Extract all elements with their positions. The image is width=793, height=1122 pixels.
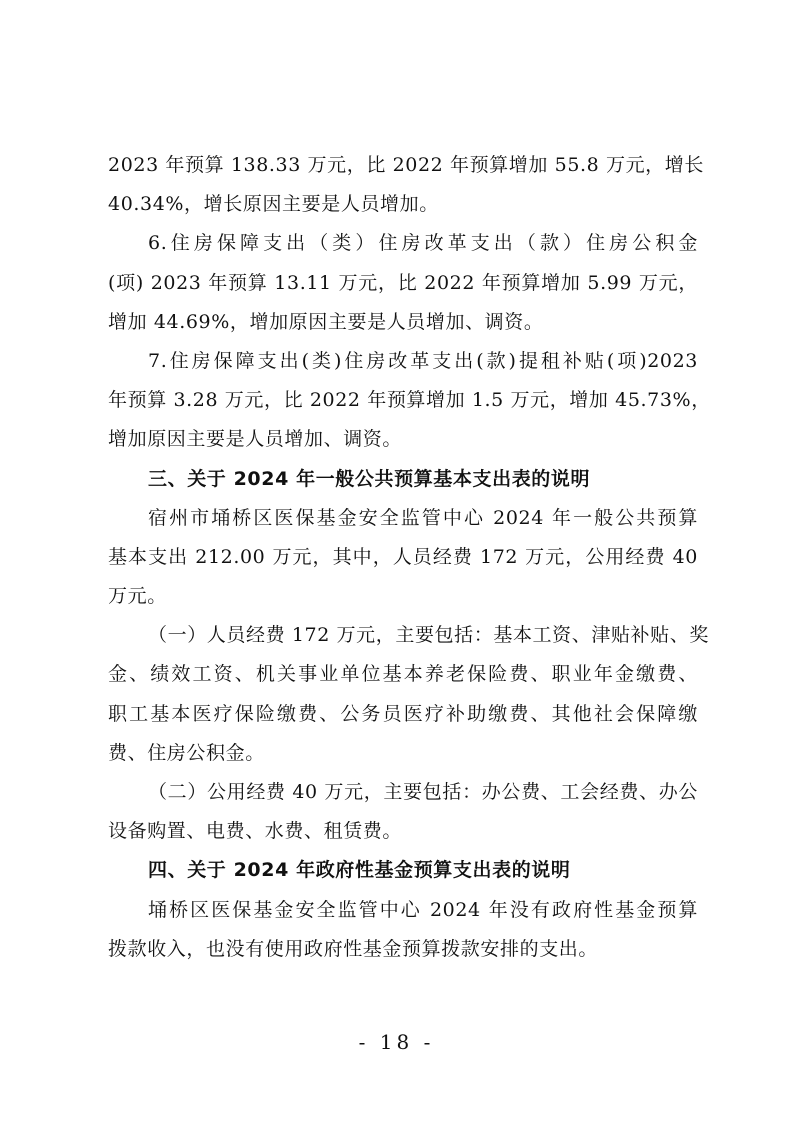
text-line: 费、住房公积金。 (108, 741, 265, 764)
text-line: 2023 年预算 138.33 万元，比 2022 年预算增加 55.8 万元，增长 (108, 154, 704, 176)
text-line: 万元。 (108, 585, 167, 608)
text-line: （二）公用经费 40 万元，主要包括：办公费、工会经费、办公 (148, 781, 698, 803)
text-line: （一）人员经费 172 万元，主要包括：基本工资、津贴补贴、奖 (148, 624, 709, 647)
document-body (108, 146, 711, 969)
text-line: 年预算 3.28 万元，比 2022 年预算增加 1.5 万元，增加 45.73%， (108, 389, 711, 412)
text-line: 增加 44.69%，增加原因主要是人员增加、调资。 (108, 310, 544, 333)
text-line: 埇桥区医保基金安全监管中心 2024 年没有政府性基金预算 (148, 898, 698, 921)
text-line: 基本支出 212.00 万元，其中，人员经费 172 万元，公用经费 40 (108, 545, 698, 568)
text-line: 设备购置、电费、水费、租赁费。 (108, 820, 403, 843)
section-heading: 四、关于 2024 年政府性基金预算支出表的说明 (148, 859, 571, 882)
text-line: 7.住房保障支出(类)住房改革支出(款)提租补贴(项)2023 (148, 349, 698, 372)
text-line: 金、绩效工资、机关事业单位基本养老保险费、职业年金缴费、 (108, 663, 698, 686)
section-heading: 三、关于 2024 年一般公共预算基本支出表的说明 (148, 467, 591, 490)
page-number: - 18 - (358, 1030, 435, 1054)
text-line: 拨款收入，也没有使用政府性基金预算拨款安排的支出。 (108, 937, 599, 960)
text-line: 6.住房保障支出（类）住房改革支出（款）住房公积金 (148, 232, 698, 255)
text-line: 宿州市埇桥区医保基金安全监管中心 2024 年一般公共预算 (148, 506, 698, 529)
text-line: 职工基本医疗保险缴费、公务员医疗补助缴费、其他社会保障缴 (108, 702, 698, 725)
text-line: (项) 2023 年预算 13.11 万元，比 2022 年预算增加 5.99 万元， (108, 271, 698, 294)
text-line: 增加原因主要是人员增加、调资。 (108, 428, 403, 451)
text-line: 40.34%，增长原因主要是人员增加。 (108, 193, 439, 216)
